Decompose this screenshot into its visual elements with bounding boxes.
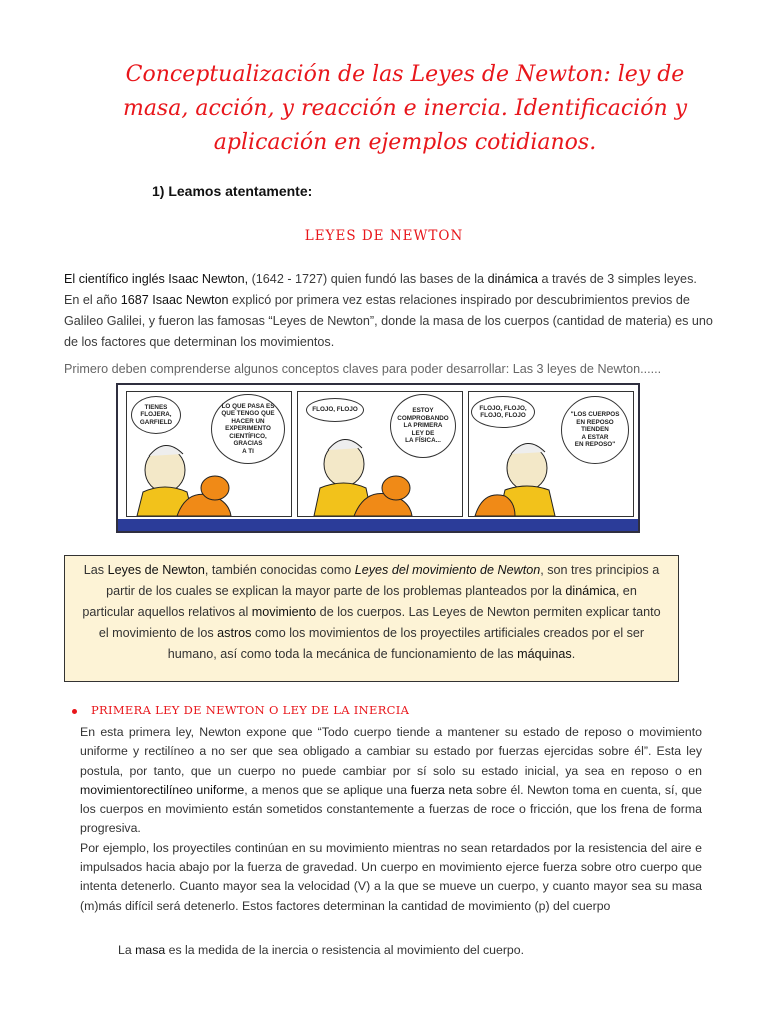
first-law-heading xyxy=(72,703,409,717)
link-movimiento: movimiento xyxy=(251,605,317,619)
box-text: Las xyxy=(83,563,108,577)
intro-key-scientist: El científico inglés Isaac Newton, xyxy=(64,272,249,286)
speech-bubble: TIENES FLOJERA, GARFIELD xyxy=(131,396,181,434)
definition-box xyxy=(64,555,679,682)
law-text-2: Por ejemplo, los proyectiles continúan en su movimiento mientras no sean retardados por la resistencia del aire e impulsados hacia abajo por la fuerza de gravedad. Un cuerpo en movimiento ejerce fuerza sobre otro cuerpo que intenta detenerlo. Cuanto mayor sea la velocidad (V) a la que se mueve un cuerpo, y cuanto mayor sea su masa (m)más difícil será detenerlo. Estos factores determinan la cantidad de movimiento (p) del cuerpo xyxy=(80,840,702,913)
link-fuerza-neta: fuerza neta xyxy=(410,782,473,797)
box-italic-term: Leyes del movimiento de Newton xyxy=(354,563,541,577)
link-dinamica-2: dinámica xyxy=(565,584,616,598)
box-text: de los cuerpos. Las Leyes de Newton permiten explicar tanto el movimiento de los xyxy=(98,605,661,640)
bullet-icon xyxy=(72,709,77,714)
comic-strip-image xyxy=(116,383,640,533)
intro-paragraph-2: Primero deben comprenderse algunos conceptos claves para poder desarrollar: Las 3 leyes de Newton...... xyxy=(64,362,662,376)
link-leyes-de-newton: Leyes de Newton xyxy=(107,563,205,577)
speech-bubble: ESTOY COMPROBANDO LA PRIMERA LEY DE LA FÍSICA... xyxy=(390,394,456,458)
comic-border-bar xyxy=(118,519,638,531)
box-text: , también conocidas como xyxy=(204,563,355,577)
intro-text: explicó por primera vez estas relaciones inspirado por descubrimientos previos de Galileo Galilei, y fueron las famosas “Leyes de Newton”, donde la masa de los cuerpos (cantidad de materia) es uno de los factores que determinan los movimientos. xyxy=(64,293,713,349)
box-text: , en particular aquellos relativos al xyxy=(82,584,637,619)
link-masa: masa xyxy=(135,943,166,957)
law-text: En esta primera ley, Newton expone que “Todo cuerpo tiende a mantener su estado de reposo o movimiento uniforme y rectilíneo a no ser que sea obligado a cambiar su estado por fuerzas ejercidas sobre él”. Esta ley postula, por tanto, que un cuerpo no puede cambiar por sí solo su estado inicial, ya sea en reposo o en xyxy=(80,725,702,778)
first-law-heading-text: PRIMERA LEY DE NEWTON O LEY DE LA INERCIA xyxy=(91,703,410,717)
comic-panel-3 xyxy=(468,391,634,517)
step-number: 1) xyxy=(152,183,165,199)
link-maquinas: máquinas xyxy=(517,647,572,661)
section-heading: LEYES DE NEWTON xyxy=(304,228,464,244)
speech-bubble: LO QUE PASA ES QUE TENGO QUE HACER UN EXPERIMENTO CIENTÍFICO, GRACIAS A TI xyxy=(211,394,285,464)
speech-bubble: "LOS CUERPOS EN REPOSO TIENDEN A ESTAR EN REPOSO" xyxy=(561,396,629,464)
intro-paragraph xyxy=(64,269,714,353)
speech-bubble: FLOJO, FLOJO, FLOJO, FLOJO xyxy=(471,396,535,428)
box-text: como los movimientos de los proyectiles artificiales creados por el ser humano, así como toda la mecánica de funcionamiento de las xyxy=(167,626,645,661)
comic-panel-2 xyxy=(297,391,463,517)
link-mru: movimientorectilíneo uniforme xyxy=(80,782,245,797)
box-text: . xyxy=(571,647,576,661)
speech-bubble: FLOJO, FLOJO xyxy=(306,398,364,422)
mass-text: La xyxy=(118,943,136,957)
step-text: Leamos atentamente: xyxy=(168,183,313,199)
step-instruction xyxy=(152,183,312,199)
mass-text: es la medida de la inercia o resistencia al movimiento del cuerpo. xyxy=(165,943,525,957)
mass-definition xyxy=(118,943,524,957)
intro-text: (1642 - 1727) quien fundó las bases de la xyxy=(248,272,488,286)
intro-key-year: 1687 Isaac Newton xyxy=(120,293,229,307)
page-title: Conceptualización de las Leyes de Newton: ley de masa, acción, y reacción e inercia. Identificación y aplicación en ejemplos cotidianos. xyxy=(122,62,688,155)
link-astros: astros xyxy=(217,626,252,640)
first-law-paragraph xyxy=(80,723,702,916)
link-dinamica: dinámica xyxy=(487,272,538,286)
law-text: sobre él. Newton toma en cuenta, sí, que los cuerpos en movimiento están sometidos constantemente a fuerzas de roce o fricción, que los frena de forma progresiva. xyxy=(80,782,702,836)
intro-text: a través de 3 simples leyes. En el año xyxy=(64,272,697,307)
box-text: , son tres principios a partir de los cuales se explican la mayor parte de los problemas planteados por la xyxy=(106,563,660,598)
law-text: , a menos que se aplique una xyxy=(244,782,411,797)
comic-panel-1 xyxy=(126,391,292,517)
